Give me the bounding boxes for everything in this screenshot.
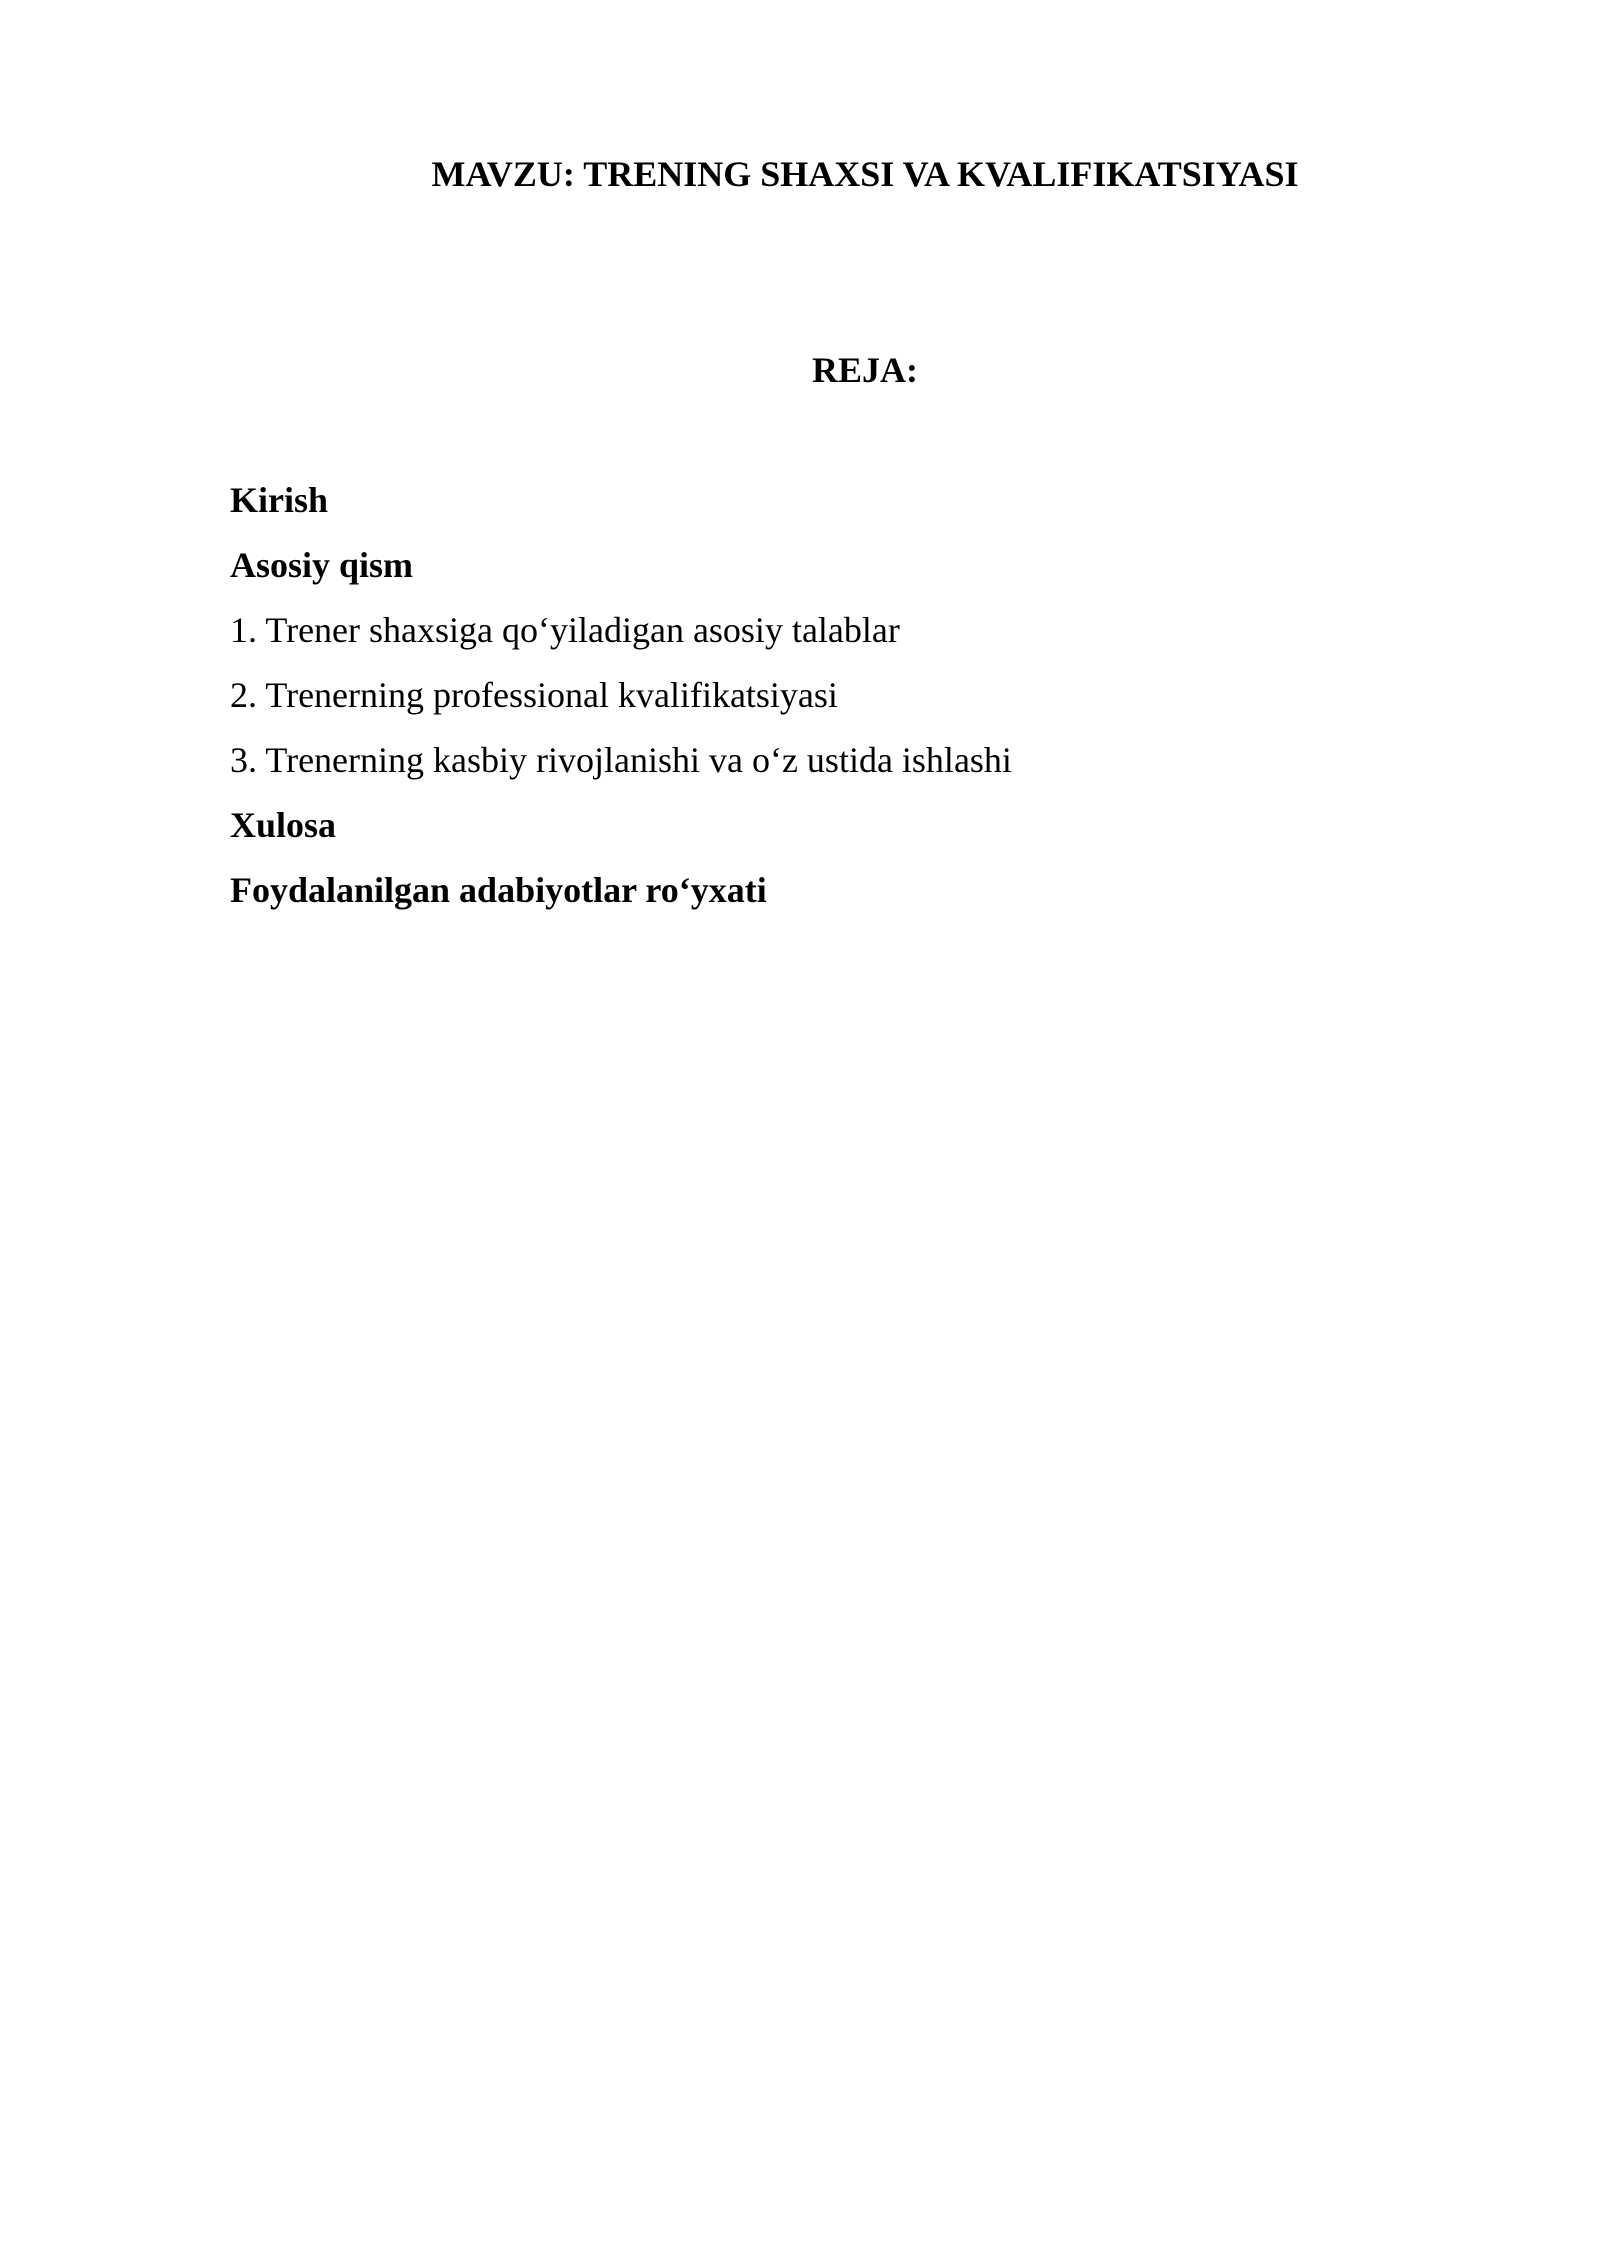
plan-item-references: Foydalanilgan adabiyotlar ro‘yxati [230,870,767,910]
plan-heading: REJA: [812,350,918,390]
plan-item-main-part: Asosiy qism [230,545,414,585]
plan-item-introduction: Kirish [230,480,329,520]
plan-item-section-1: 1. Trener shaxsiga qo‘yiladigan asosiy talablar [230,610,900,650]
plan-list [230,478,1012,933]
document-title: MAVZU: TRENING SHAXSI VA KVALIFIKATSIYASI [431,154,1299,194]
plan-item-section-2: 2. Trenerning professional kvalifikatsiyasi [230,675,838,715]
plan-item-section-3: 3. Trenerning kasbiy rivojlanishi va o‘z ustida ishlashi [230,740,1012,780]
plan-item-conclusion: Xulosa [230,805,337,845]
